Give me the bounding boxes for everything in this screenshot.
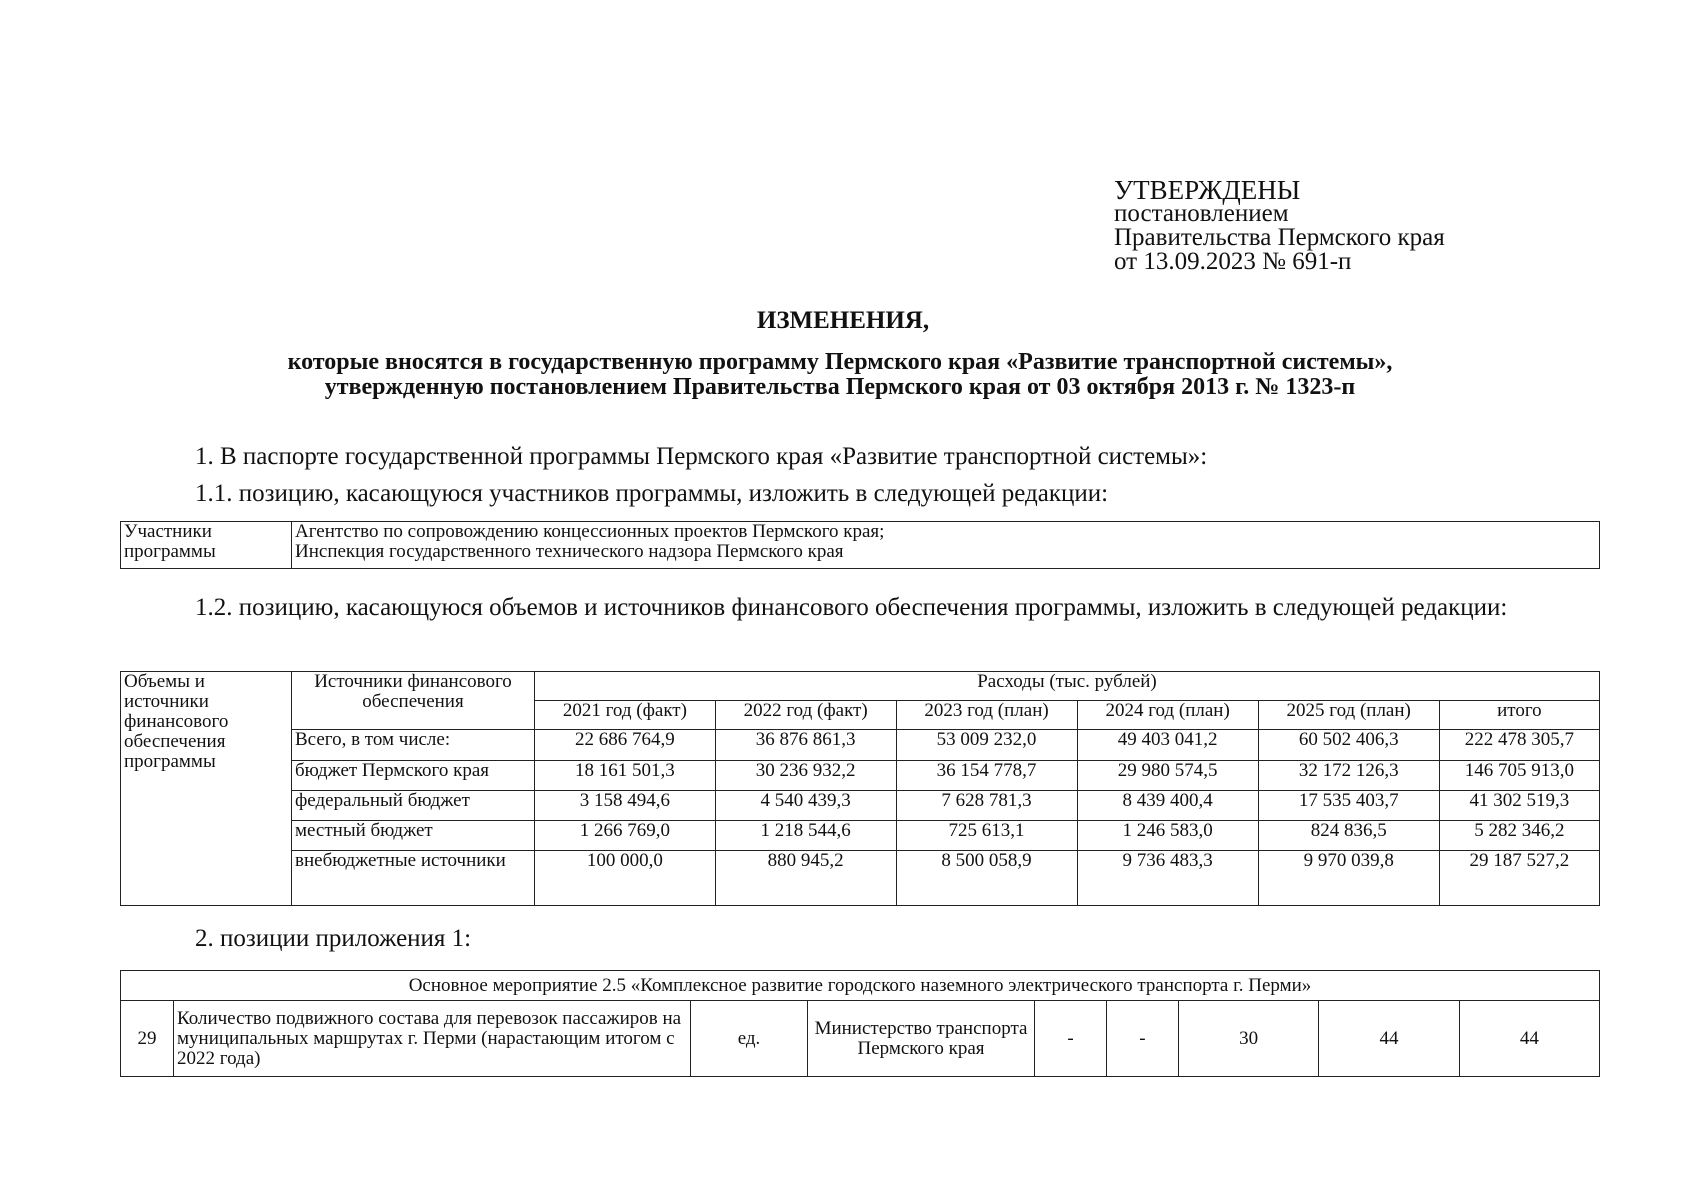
value-cell: 18 161 501,3 <box>535 761 716 791</box>
source-name: Всего, в том числе: <box>292 730 535 761</box>
table-row <box>121 730 1600 761</box>
indicator-name: Количество подвижного состава для перевозок пассажиров на муниципальных маршрутах г. Перми (нарастающим итогом с 2022 года) <box>174 1001 691 1077</box>
paragraph-1-2: 1.2. позицию, касающуюся объемов и источников финансового обеспечения программы, изложить в следующей редакции: <box>195 594 1508 621</box>
unit-cell: ед. <box>691 1001 808 1077</box>
expenses-header: Расходы (тыс. рублей) <box>535 672 1600 701</box>
value-cell: 53 009 232,0 <box>896 730 1077 761</box>
value-cell: 9 736 483,3 <box>1077 851 1258 906</box>
value-cell: 41 302 519,3 <box>1439 791 1599 821</box>
paragraph-1-1: 1.1. позицию, касающуюся участников программы, изложить в следующей редакции: <box>195 480 1109 507</box>
value-cell: 32 172 126,3 <box>1258 761 1439 791</box>
value-cell: 36 876 861,3 <box>715 730 896 761</box>
value-cell: 3 158 494,6 <box>535 791 716 821</box>
value-cell: 60 502 406,3 <box>1258 730 1439 761</box>
approval-block <box>1114 175 1445 275</box>
year-header: 2022 год (факт) <box>715 701 896 730</box>
value-cell: 30 236 932,2 <box>715 761 896 791</box>
year-header: 2025 год (план) <box>1258 701 1439 730</box>
value-cell: 49 403 041,2 <box>1077 730 1258 761</box>
value-cell: 725 613,1 <box>896 821 1077 851</box>
document-subtitle <box>120 350 1560 400</box>
approval-line: постановлением <box>1114 200 1289 227</box>
finance-table <box>120 671 1600 906</box>
value-cell: 29 187 527,2 <box>1439 851 1599 906</box>
table-row <box>121 761 1600 791</box>
table-row <box>121 851 1600 906</box>
appendix-table <box>120 970 1600 1077</box>
sources-header: Источники финансового обеспечения <box>292 672 535 730</box>
participants-label: Участники программы <box>121 522 292 569</box>
value-cell: 5 282 346,2 <box>1439 821 1599 851</box>
participant-item: Агентство по сопровождению концессионных проектов Пермского края; <box>295 521 885 542</box>
value-cell: 1 218 544,6 <box>715 821 896 851</box>
value-cell: - <box>1106 1001 1178 1077</box>
value-cell: 222 478 305,7 <box>1439 730 1599 761</box>
value-cell: 1 246 583,0 <box>1077 821 1258 851</box>
value-cell: 9 970 039,8 <box>1258 851 1439 906</box>
value-cell: 8 439 400,4 <box>1077 791 1258 821</box>
value-cell: 824 836,5 <box>1258 821 1439 851</box>
value-cell: 7 628 781,3 <box>896 791 1077 821</box>
subtitle-line: утвержденную постановлением Правительства Пермского края от 03 октября 2013 г. № 1323-п <box>324 374 1356 400</box>
value-cell: 44 <box>1319 1001 1459 1077</box>
participants-list <box>292 522 1600 569</box>
participant-item: Инспекция государственного технического надзора Пермского края <box>295 541 844 562</box>
participants-table <box>120 521 1600 569</box>
value-cell: 22 686 764,9 <box>535 730 716 761</box>
value-cell: 146 705 913,0 <box>1439 761 1599 791</box>
source-name: внебюджетные источники <box>292 851 535 906</box>
table-row <box>121 821 1600 851</box>
approval-line: Правительства Пермского края <box>1114 224 1445 251</box>
appendix-header: Основное мероприятие 2.5 «Комплексное развитие городского наземного электрического транспорта г. Перми» <box>121 971 1600 1001</box>
finance-label: Объемы и источники финансового обеспечения программы <box>121 672 292 906</box>
value-cell: 17 535 403,7 <box>1258 791 1439 821</box>
paragraph-1: 1. В паспорте государственной программы Пермского края «Развитие транспортной системы»: <box>195 443 1208 470</box>
source-name: федеральный бюджет <box>292 791 535 821</box>
value-cell: 8 500 058,9 <box>896 851 1077 906</box>
approval-title: УТВЕРЖДЕНЫ <box>1114 175 1301 205</box>
year-header: 2024 год (план) <box>1077 701 1258 730</box>
total-header: итого <box>1439 701 1599 730</box>
paragraph-2: 2. позиции приложения 1: <box>195 925 472 952</box>
value-cell: 44 <box>1459 1001 1599 1077</box>
value-cell: 100 000,0 <box>535 851 716 906</box>
value-cell: 4 540 439,3 <box>715 791 896 821</box>
responsible-cell: Министерство транспорта Пермского края <box>808 1001 1035 1077</box>
table-row <box>121 791 1600 821</box>
subtitle-line: которые вносятся в государственную программу Пермского края «Развитие транспортной системы», <box>287 349 1393 375</box>
table-row <box>121 1001 1600 1077</box>
document-title: ИЗМЕНЕНИЯ, <box>756 307 930 334</box>
value-cell: 30 <box>1178 1001 1318 1077</box>
year-header: 2021 год (факт) <box>535 701 716 730</box>
value-cell: 880 945,2 <box>715 851 896 906</box>
value-cell: - <box>1035 1001 1107 1077</box>
approval-date: от 13.09.2023 № 691-п <box>1114 248 1352 275</box>
row-number: 29 <box>121 1001 174 1077</box>
value-cell: 1 266 769,0 <box>535 821 716 851</box>
value-cell: 29 980 574,5 <box>1077 761 1258 791</box>
source-name: местный бюджет <box>292 821 535 851</box>
source-name: бюджет Пермского края <box>292 761 535 791</box>
year-header: 2023 год (план) <box>896 701 1077 730</box>
value-cell: 36 154 778,7 <box>896 761 1077 791</box>
